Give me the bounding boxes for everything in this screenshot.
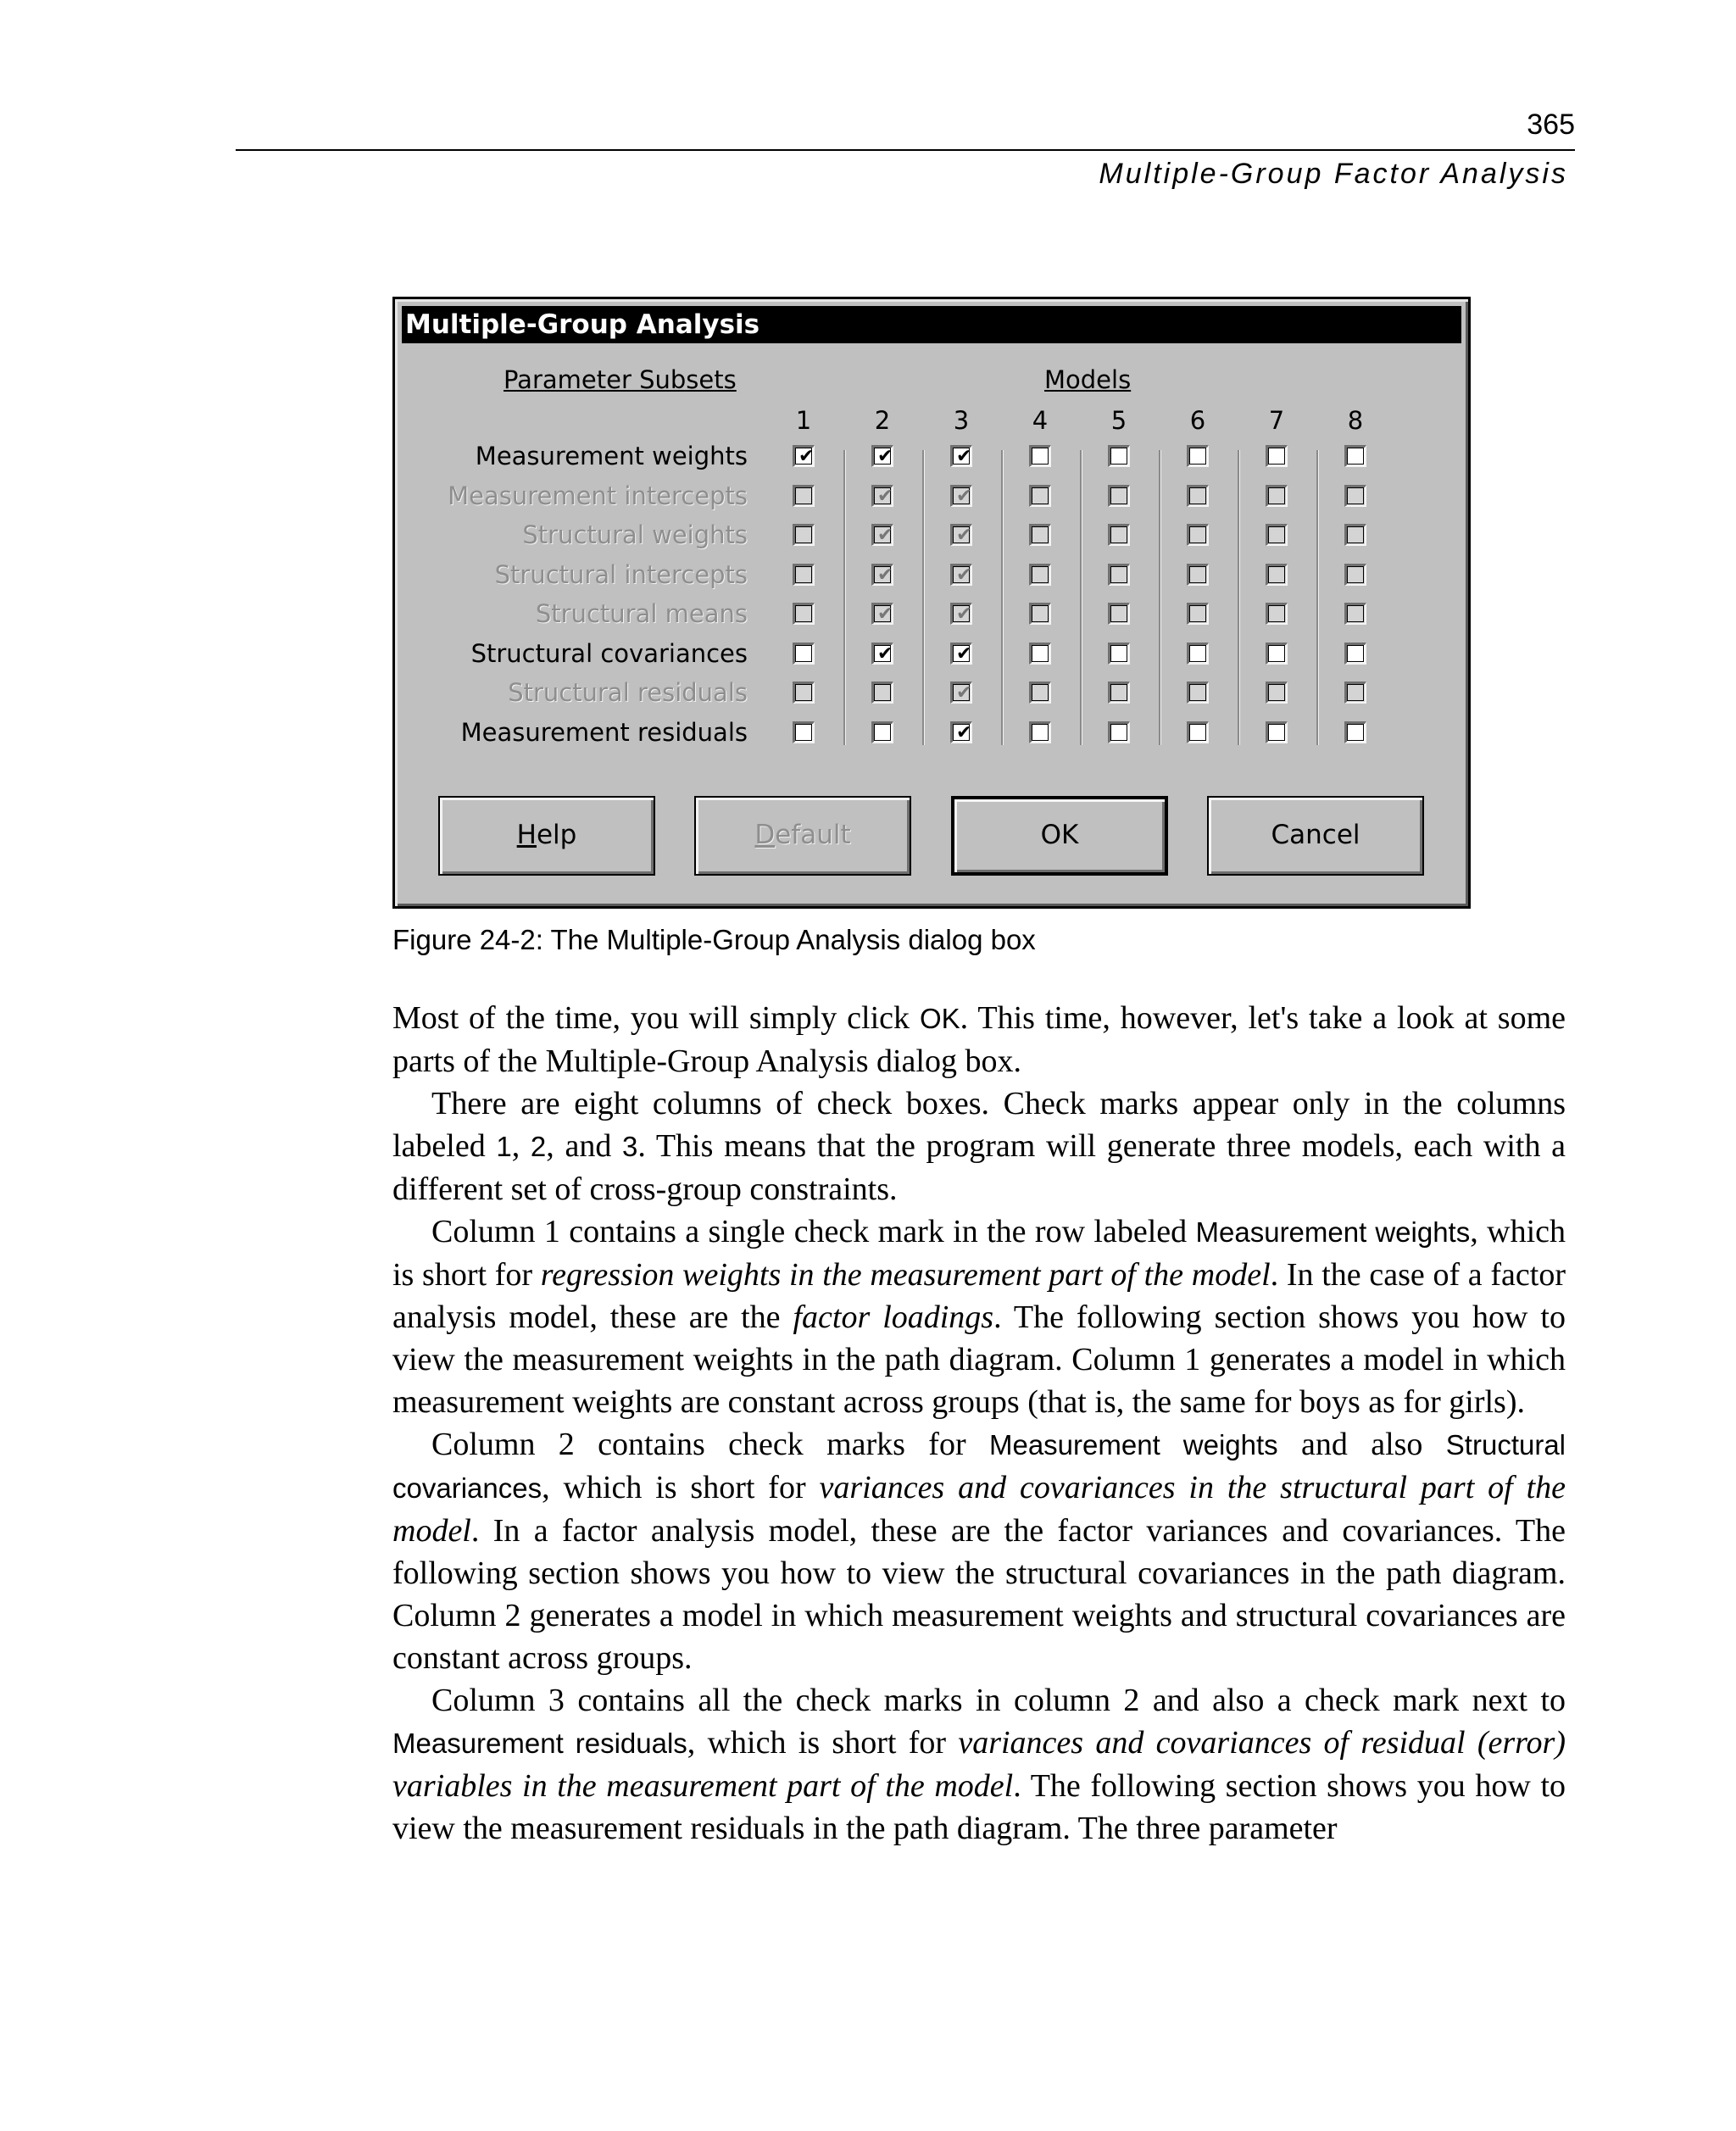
body-text — [392, 997, 1566, 1850]
checkmark-icon: ✔ — [877, 564, 893, 586]
model-checkbox[interactable] — [1266, 643, 1288, 665]
model-checkbox — [1266, 524, 1288, 546]
model-checkbox — [871, 524, 893, 546]
checkmark-icon: ✔ — [956, 446, 972, 467]
column-separator — [843, 450, 845, 745]
checkmark-icon: ✔ — [877, 643, 893, 665]
checkmark-icon: ✔ — [956, 485, 972, 507]
column-3-term: 3 — [622, 1131, 638, 1162]
model-checkbox[interactable] — [793, 445, 815, 467]
model-checkbox[interactable] — [1266, 445, 1288, 467]
model-column-number: 5 — [1110, 406, 1127, 435]
text-run: There are eight columns of check boxes. Check marks appear only in the columns labeled — [392, 1086, 1566, 1164]
text-run: , which is short for — [687, 1725, 959, 1761]
model-checkbox — [1108, 603, 1130, 625]
model-column-number: 6 — [1189, 406, 1206, 435]
checkmark-icon: ✔ — [956, 525, 972, 546]
model-checkbox — [1108, 524, 1130, 546]
ok-term: OK — [919, 1003, 960, 1034]
model-checkbox — [1029, 603, 1051, 625]
model-checkbox[interactable] — [1108, 445, 1130, 467]
parameter-subset-label: Measurement weights — [475, 442, 748, 470]
checkmark-icon: ✔ — [877, 604, 893, 625]
text-run: Column 2 contains check marks for — [431, 1427, 989, 1462]
measurement-weights-term: Measurement weights — [988, 1429, 1278, 1461]
text-run: , and — [546, 1128, 622, 1164]
text-run: , — [511, 1128, 531, 1164]
measurement-residuals-term: Measurement residuals — [392, 1728, 687, 1759]
model-checkbox — [1029, 485, 1051, 507]
model-checkbox[interactable] — [1187, 643, 1209, 665]
model-checkbox — [1187, 564, 1209, 586]
text-run: . In a factor analysis model, these are the factor variances and covariances. The following section shows you how to view the structural covariances in the path diagram. Column 2 generates a model in which measurement weights and structural covariances are constant across groups. — [392, 1513, 1566, 1676]
model-checkbox — [871, 682, 893, 704]
model-checkbox — [1266, 682, 1288, 704]
model-checkbox — [1187, 603, 1209, 625]
help-button-mnemonic: H — [516, 820, 537, 850]
model-checkbox[interactable] — [1108, 721, 1130, 743]
default-button[interactable] — [694, 796, 911, 876]
text-run: , which is short for — [542, 1470, 820, 1505]
checkmark-icon: ✔ — [956, 643, 972, 665]
italic-text: variances and covariances of residual (error) variables in the measurement part of the model — [392, 1725, 1566, 1804]
dialog-title[interactable]: Multiple-Group Analysis — [402, 306, 1461, 343]
model-column-number: 8 — [1347, 406, 1364, 435]
paragraph-5 — [392, 1679, 1566, 1850]
model-checkbox[interactable] — [1187, 445, 1209, 467]
model-checkbox — [1029, 564, 1051, 586]
parameter-subset-label: Measurement intercepts — [448, 481, 748, 510]
model-checkbox — [950, 682, 972, 704]
parameter-subset-label: Structural weights — [522, 520, 748, 549]
header-rule — [236, 149, 1575, 151]
model-checkbox[interactable] — [950, 643, 972, 665]
multiple-group-analysis-dialog — [392, 297, 1471, 909]
ok-button[interactable]: OK — [951, 796, 1168, 876]
model-checkbox[interactable] — [871, 721, 893, 743]
parameter-subset-label: Structural residuals — [508, 678, 748, 707]
model-checkbox[interactable] — [1344, 445, 1366, 467]
model-checkbox — [1344, 603, 1366, 625]
parameter-subset-label: Structural means — [535, 599, 748, 628]
default-button-mnemonic: D — [754, 820, 776, 850]
model-checkbox — [793, 682, 815, 704]
column-separator — [1080, 450, 1082, 745]
model-checkbox — [1344, 564, 1366, 586]
model-column-number: 2 — [874, 406, 891, 435]
help-button[interactable] — [438, 796, 655, 876]
column-separator — [1001, 450, 1003, 745]
checkmark-icon: ✔ — [956, 604, 972, 625]
column-2-term: 2 — [530, 1131, 547, 1162]
models-heading: Models — [1044, 365, 1132, 394]
model-checkbox[interactable] — [871, 445, 893, 467]
model-column-number: 3 — [953, 406, 970, 435]
model-checkbox — [1344, 485, 1366, 507]
paragraph-3 — [392, 1210, 1566, 1423]
model-checkbox[interactable] — [871, 643, 893, 665]
column-1-term: 1 — [496, 1131, 512, 1162]
model-checkbox — [871, 485, 893, 507]
model-checkbox — [950, 564, 972, 586]
model-checkbox — [950, 603, 972, 625]
paragraph-1 — [392, 997, 1566, 1082]
model-checkbox[interactable] — [1029, 445, 1051, 467]
model-checkbox[interactable] — [950, 721, 972, 743]
model-checkbox — [1029, 524, 1051, 546]
checkmark-icon: ✔ — [956, 721, 972, 743]
model-column-number: 7 — [1268, 406, 1285, 435]
model-checkbox — [1029, 682, 1051, 704]
model-checkbox[interactable] — [1344, 643, 1366, 665]
model-checkbox — [793, 603, 815, 625]
parameter-subset-label: Structural intercepts — [494, 559, 748, 589]
model-checkbox[interactable] — [793, 643, 815, 665]
model-checkbox — [793, 564, 815, 586]
model-checkbox — [1266, 564, 1288, 586]
structural-covariances-term: Structural covariances — [392, 1429, 1566, 1504]
model-checkbox[interactable] — [1108, 643, 1130, 665]
parameter-subsets-heading: Parameter Subsets — [504, 365, 737, 394]
text-run: , which is short for — [392, 1214, 1566, 1293]
italic-text: factor loadings — [793, 1299, 994, 1335]
model-column-number: 4 — [1032, 406, 1049, 435]
model-checkbox — [1266, 603, 1288, 625]
model-checkbox — [1108, 682, 1130, 704]
default-button-label: efault — [775, 820, 851, 850]
figure-caption: Figure 24-2: The Multiple-Group Analysis dialog box — [392, 924, 1036, 955]
italic-text: variances and covariances in the structural part of the model — [392, 1470, 1566, 1549]
running-head: Multiple-Group Factor Analysis — [1099, 158, 1568, 190]
model-checkbox — [1187, 524, 1209, 546]
column-separator — [1159, 450, 1160, 745]
checkmark-icon: ✔ — [877, 446, 893, 467]
model-checkbox[interactable] — [793, 721, 815, 743]
text-run: Column 1 contains a single check mark in the row labeled — [431, 1214, 1196, 1249]
checkmark-icon: ✔ — [877, 485, 893, 507]
model-checkbox — [793, 485, 815, 507]
model-checkbox — [950, 485, 972, 507]
model-checkbox[interactable] — [1344, 721, 1366, 743]
model-column-number: 1 — [795, 406, 812, 435]
model-checkbox — [1266, 485, 1288, 507]
model-checkbox — [1187, 682, 1209, 704]
model-checkbox[interactable] — [1266, 721, 1288, 743]
column-separator — [1316, 450, 1318, 745]
model-checkbox[interactable] — [1029, 643, 1051, 665]
text-run: . The following section shows you how to view the measurement weights in the path diagram. Column 1 generates a model in which measurement weights are constant across groups (that is, the same for boys as for girls). — [392, 1299, 1566, 1420]
paragraph-4 — [392, 1423, 1566, 1679]
text-run: . The following section shows you how to view the measurement residuals in the path diagram. The three parameter — [392, 1768, 1566, 1846]
parameter-subset-label: Structural covariances — [470, 638, 748, 668]
model-checkbox — [1108, 564, 1130, 586]
model-checkbox — [1108, 485, 1130, 507]
column-separator — [1238, 450, 1239, 745]
text-run: Most of the time, you will simply click — [392, 1000, 920, 1036]
model-checkbox — [871, 564, 893, 586]
model-checkbox — [950, 524, 972, 546]
italic-text: regression weights in the measurement part of the model — [540, 1257, 1271, 1293]
checkmark-icon: ✔ — [798, 446, 815, 467]
model-checkbox — [793, 524, 815, 546]
help-button-label: elp — [536, 820, 577, 850]
measurement-weights-term: Measurement weights — [1195, 1216, 1471, 1248]
model-checkbox[interactable] — [1187, 721, 1209, 743]
model-checkbox[interactable] — [1029, 721, 1051, 743]
checkmark-icon: ✔ — [956, 564, 972, 586]
model-checkbox — [1344, 682, 1366, 704]
text-run: and also — [1277, 1427, 1446, 1462]
checkmark-icon: ✔ — [877, 525, 893, 546]
text-run: . This time, however, let's take a look at some parts of the Multiple-Group Analysis dialog box. — [392, 1000, 1566, 1079]
cancel-button[interactable]: Cancel — [1207, 796, 1424, 876]
checkmark-icon: ✔ — [956, 682, 972, 704]
parameter-subset-label: Measurement residuals — [460, 717, 748, 747]
model-checkbox — [1187, 485, 1209, 507]
text-run: Column 3 contains all the check marks in column 2 and also a check mark next to — [431, 1683, 1566, 1718]
model-checkbox — [871, 603, 893, 625]
text-run: . In the case of a factor analysis model, these are the — [392, 1257, 1566, 1335]
page-number: 365 — [1527, 108, 1575, 141]
model-checkbox — [1344, 524, 1366, 546]
column-separator — [922, 450, 924, 745]
model-checkbox[interactable] — [950, 445, 972, 467]
text-run: . This means that the program will generate three models, each with a different set of cross-group constraints. — [392, 1128, 1566, 1207]
paragraph-2 — [392, 1082, 1566, 1210]
